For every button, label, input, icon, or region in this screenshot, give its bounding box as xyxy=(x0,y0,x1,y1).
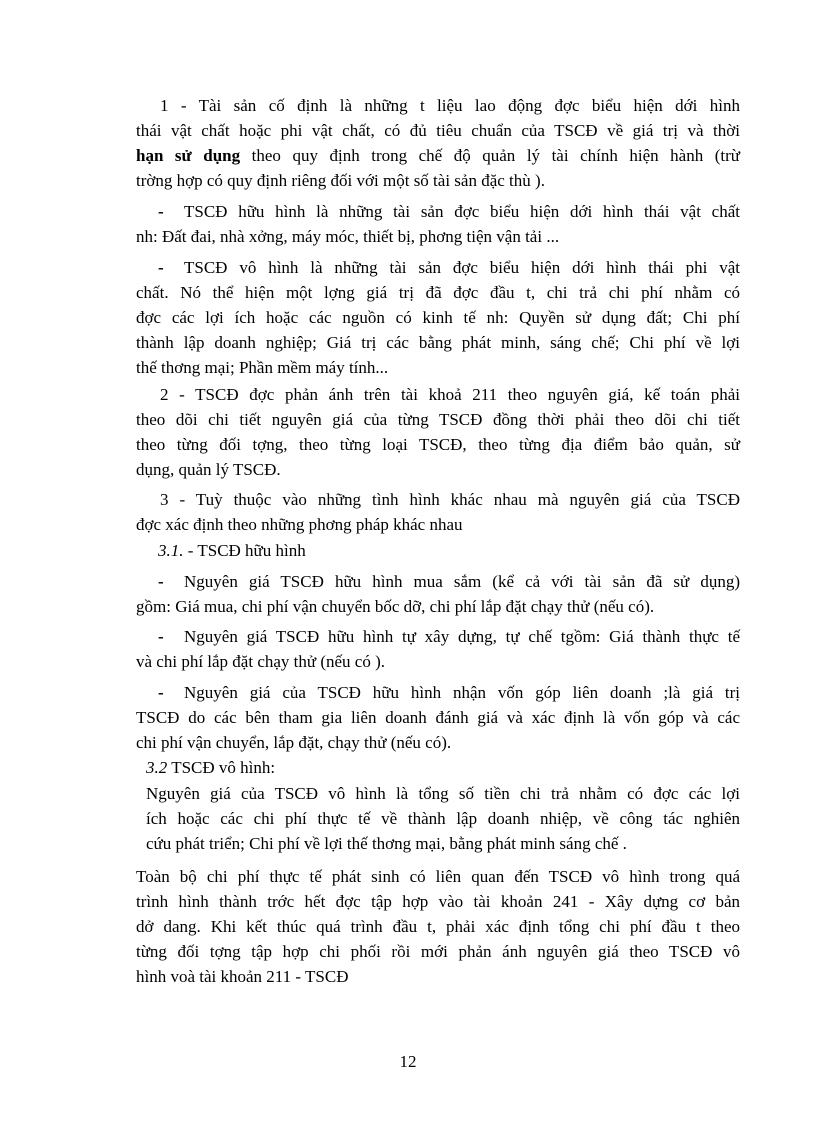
text-line xyxy=(136,755,740,780)
text-line xyxy=(136,538,740,563)
bullet-paragraph xyxy=(136,569,740,619)
paragraph-2 xyxy=(136,382,740,482)
text-line: TSCĐ do các bên tham gia liên doanh đánh giá và xác định là vốn góp và các xyxy=(136,708,740,727)
text-line: thành lập doanh nghiệp; Giá trị các bằng phát minh, sáng chế; Chi phí về lợi xyxy=(136,333,740,352)
text-line: dở dang. Khi kết thúc quá trình đầu t, phải xác định tổng chi phí đầu t theo xyxy=(136,917,740,936)
text-line xyxy=(136,624,740,649)
text-line xyxy=(136,199,740,224)
text-line: trờng hợp có quy định riêng đối với một số tài sản đặc thù ). xyxy=(136,171,545,190)
text-line: Toàn bộ chi phí thực tế phát sinh có liên quan đến TSCĐ vô hình trong quá xyxy=(136,867,740,886)
bold-term: hạn sử dụng xyxy=(136,146,241,165)
text-line: đợc các lợi ích hoặc các nguồn có kinh tế nh: Quyền sử dụng đất; Chi phí xyxy=(136,308,740,327)
text-line xyxy=(136,143,740,168)
text-line: chất. Nó thể hiện một lợng giá trị đã đợc đầu t, chi trả chi phí nhằm có xyxy=(136,283,740,302)
text-line: hình voà tài khoản 211 - TSCĐ xyxy=(136,967,349,986)
text-line: gồm: Giá mua, chi phí vận chuyển bốc dỡ, chi phí lắp đặt chạy thử (nếu có). xyxy=(136,597,655,616)
section-number: 3.1. xyxy=(158,541,184,560)
text-line: chi phí vận chuyển, lắp đặt, chạy thử (nếu có). xyxy=(136,733,452,752)
text-line: 2 - TSCĐ đợc phản ánh trên tài khoả 211 theo nguyên giá, kế toán phải xyxy=(160,385,740,404)
text-line: và chi phí lắp đặt chạy thử (nếu có ). xyxy=(136,652,386,671)
text-span: Nguyên giá của TSCĐ hữu hình nhận vốn góp liên doanh ;là giá trị xyxy=(184,683,740,702)
indented-paragraph xyxy=(146,781,740,856)
bullet-dash: - xyxy=(158,683,164,702)
bullet-dash: - xyxy=(158,258,164,277)
text-line: dụng, quản lý TSCĐ. xyxy=(136,460,281,479)
text-line: theo dõi chi tiết nguyên giá của từng TSCĐ đồng thời phải theo dõi chi tiết xyxy=(136,410,740,429)
text-span: TSCĐ hữu hình là những tài sản đợc biểu hiện dới hình thái vật chất xyxy=(184,202,740,221)
text-line: nh: Đất đai, nhà xởng, máy móc, thiết bị, phơng tiện vận tải ... xyxy=(136,227,560,246)
text-line: cứu phát triển; Chi phí về lợi thế thơng mại, bằng phát minh sáng chế . xyxy=(146,834,627,853)
text-span: Nguyên giá TSCĐ hữu hình tự xây dựng, tự chế tgồm: Giá thành thực tế xyxy=(184,627,740,646)
text-line: đợc xác định theo những phơng pháp khác nhau xyxy=(136,515,463,534)
text-line: theo từng đối tợng, theo từng loại TSCĐ, theo từng địa điểm bảo quản, sử xyxy=(136,435,740,454)
section-number: 3.2 xyxy=(146,758,168,777)
text-line: ích hoặc các chi phí thực tế về thành lập doanh nhiệp, về công tác nghiên xyxy=(146,809,740,828)
paragraph-3 xyxy=(136,487,740,537)
text-line: trình hình thành trớc hết đợc tập hợp vào tài khoản 241 - Xây dựng cơ bản xyxy=(136,892,740,911)
bullet-paragraph xyxy=(136,680,740,755)
bullet-dash: - xyxy=(158,627,164,646)
text-line: thái vật chất hoặc phi vật chất, có đủ tiêu chuẩn của TSCĐ về giá trị và thời xyxy=(136,121,740,140)
bullet-paragraph xyxy=(136,255,740,380)
text-line: 1 - Tài sản cố định là những t liệu lao động đợc biểu hiện dới hình xyxy=(160,96,740,115)
section-heading-3-2 xyxy=(136,755,740,780)
bullet-paragraph xyxy=(136,624,740,674)
section-title: - TSCĐ hữu hình xyxy=(183,541,306,560)
text-line: thế thơng mại; Phần mềm máy tính... xyxy=(136,358,389,377)
text-span: Nguyên giá TSCĐ hữu hình mua sắm (kể cả với tài sản đã sử dụng) xyxy=(184,572,740,591)
text-span: TSCĐ vô hình là những tài sản đợc biểu hiện dới hình thái phi vật xyxy=(184,258,740,277)
text-line: từng đối tợng tập hợp chi phối rồi mới phản ánh nguyên giá theo TSCĐ vô xyxy=(136,942,740,961)
text-line: Nguyên giá của TSCĐ vô hình là tổng số tiền chi trả nhằm có đợc các lợi xyxy=(146,784,740,803)
section-heading-3-1 xyxy=(136,538,740,563)
text-span: theo quy định trong chế độ quản lý tài chính hiện hành (trừ xyxy=(240,146,740,165)
text-line xyxy=(136,569,740,594)
text-line xyxy=(136,255,740,280)
bullet-dash: - xyxy=(158,572,164,591)
bullet-dash: - xyxy=(158,202,164,221)
section-title: TSCĐ vô hình: xyxy=(167,758,276,777)
text-line: 3 - Tuỳ thuộc vào những tình hình khác nhau mà nguyên giá của TSCĐ xyxy=(160,490,740,509)
bullet-paragraph xyxy=(136,199,740,249)
closing-paragraph xyxy=(136,864,740,989)
page-number: 12 xyxy=(399,1052,417,1071)
text-line xyxy=(136,680,740,705)
paragraph-1 xyxy=(136,93,740,193)
